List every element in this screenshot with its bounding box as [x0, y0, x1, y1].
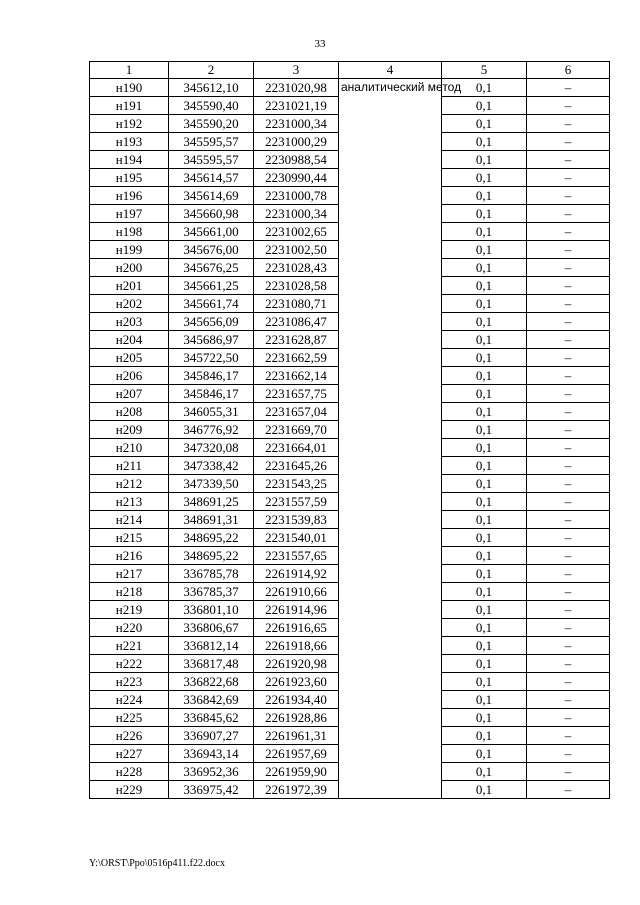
accuracy-cell: 0,1 [442, 583, 527, 601]
accuracy-cell: 0,1 [442, 745, 527, 763]
x-coordinate-cell: 345846,17 [169, 367, 254, 385]
note-cell: – [527, 547, 610, 565]
x-coordinate-cell: 345661,74 [169, 295, 254, 313]
note-cell: – [527, 385, 610, 403]
x-coordinate-cell: 345686,97 [169, 331, 254, 349]
method-cell: аналитический метод [339, 79, 442, 799]
accuracy-cell: 0,1 [442, 691, 527, 709]
y-coordinate-cell: 2231557,65 [254, 547, 339, 565]
y-coordinate-cell: 2231080,71 [254, 295, 339, 313]
accuracy-cell: 0,1 [442, 511, 527, 529]
x-coordinate-cell: 346055,31 [169, 403, 254, 421]
x-coordinate-cell: 345676,25 [169, 259, 254, 277]
point-id-cell: н206 [90, 367, 169, 385]
x-coordinate-cell: 336975,42 [169, 781, 254, 799]
point-id-cell: н201 [90, 277, 169, 295]
x-coordinate-cell: 336943,14 [169, 745, 254, 763]
note-cell: – [527, 691, 610, 709]
y-coordinate-cell: 2261914,96 [254, 601, 339, 619]
accuracy-cell: 0,1 [442, 547, 527, 565]
y-coordinate-cell: 2231002,50 [254, 241, 339, 259]
table-row [90, 79, 610, 97]
x-coordinate-cell: 345661,25 [169, 277, 254, 295]
y-coordinate-cell: 2231000,34 [254, 115, 339, 133]
point-id-cell: н195 [90, 169, 169, 187]
point-id-cell: н193 [90, 133, 169, 151]
x-coordinate-cell: 336801,10 [169, 601, 254, 619]
accuracy-cell: 0,1 [442, 493, 527, 511]
y-coordinate-cell: 2230988,54 [254, 151, 339, 169]
accuracy-cell: 0,1 [442, 763, 527, 781]
accuracy-cell: 0,1 [442, 277, 527, 295]
y-coordinate-cell: 2261928,86 [254, 709, 339, 727]
column-header: 6 [527, 62, 610, 79]
x-coordinate-cell: 345612,10 [169, 79, 254, 97]
point-id-cell: н225 [90, 709, 169, 727]
note-cell: – [527, 727, 610, 745]
y-coordinate-cell: 2231000,34 [254, 205, 339, 223]
column-header: 4 [339, 62, 442, 79]
point-id-cell: н191 [90, 97, 169, 115]
point-id-cell: н213 [90, 493, 169, 511]
y-coordinate-cell: 2231645,26 [254, 457, 339, 475]
y-coordinate-cell: 2261934,40 [254, 691, 339, 709]
x-coordinate-cell: 345595,57 [169, 133, 254, 151]
y-coordinate-cell: 2231628,87 [254, 331, 339, 349]
x-coordinate-cell: 336806,67 [169, 619, 254, 637]
point-id-cell: н217 [90, 565, 169, 583]
x-coordinate-cell: 345676,00 [169, 241, 254, 259]
point-id-cell: н220 [90, 619, 169, 637]
y-coordinate-cell: 2231539,83 [254, 511, 339, 529]
note-cell: – [527, 205, 610, 223]
footer-file-path: Y:\ORST\Ppo\0516p411.f22.docx [89, 858, 225, 869]
accuracy-cell: 0,1 [442, 403, 527, 421]
table-header-row [90, 62, 610, 79]
note-cell: – [527, 763, 610, 781]
point-id-cell: н207 [90, 385, 169, 403]
coordinates-table [89, 61, 610, 799]
accuracy-cell: 0,1 [442, 115, 527, 133]
x-coordinate-cell: 348695,22 [169, 547, 254, 565]
x-coordinate-cell: 345590,20 [169, 115, 254, 133]
note-cell: – [527, 367, 610, 385]
accuracy-cell: 0,1 [442, 529, 527, 547]
note-cell: – [527, 511, 610, 529]
y-coordinate-cell: 2231657,75 [254, 385, 339, 403]
accuracy-cell: 0,1 [442, 205, 527, 223]
accuracy-cell: 0,1 [442, 439, 527, 457]
accuracy-cell: 0,1 [442, 241, 527, 259]
y-coordinate-cell: 2261961,31 [254, 727, 339, 745]
note-cell: – [527, 475, 610, 493]
point-id-cell: н192 [90, 115, 169, 133]
note-cell: – [527, 349, 610, 367]
accuracy-cell: 0,1 [442, 223, 527, 241]
accuracy-cell: 0,1 [442, 169, 527, 187]
note-cell: – [527, 493, 610, 511]
x-coordinate-cell: 336845,62 [169, 709, 254, 727]
y-coordinate-cell: 2261959,90 [254, 763, 339, 781]
point-id-cell: н229 [90, 781, 169, 799]
y-coordinate-cell: 2261957,69 [254, 745, 339, 763]
note-cell: – [527, 421, 610, 439]
point-id-cell: н226 [90, 727, 169, 745]
point-id-cell: н205 [90, 349, 169, 367]
x-coordinate-cell: 345722,50 [169, 349, 254, 367]
x-coordinate-cell: 348695,22 [169, 529, 254, 547]
x-coordinate-cell: 347339,50 [169, 475, 254, 493]
y-coordinate-cell: 2231657,04 [254, 403, 339, 421]
point-id-cell: н208 [90, 403, 169, 421]
point-id-cell: н194 [90, 151, 169, 169]
accuracy-cell: 0,1 [442, 619, 527, 637]
note-cell: – [527, 169, 610, 187]
point-id-cell: н211 [90, 457, 169, 475]
x-coordinate-cell: 345614,69 [169, 187, 254, 205]
point-id-cell: н209 [90, 421, 169, 439]
page-number: 33 [314, 38, 326, 50]
accuracy-cell: 0,1 [442, 601, 527, 619]
note-cell: – [527, 241, 610, 259]
y-coordinate-cell: 2231028,43 [254, 259, 339, 277]
point-id-cell: н197 [90, 205, 169, 223]
y-coordinate-cell: 2231028,58 [254, 277, 339, 295]
note-cell: – [527, 259, 610, 277]
x-coordinate-cell: 336822,68 [169, 673, 254, 691]
accuracy-cell: 0,1 [442, 367, 527, 385]
note-cell: – [527, 709, 610, 727]
point-id-cell: н204 [90, 331, 169, 349]
x-coordinate-cell: 336785,78 [169, 565, 254, 583]
accuracy-cell: 0,1 [442, 151, 527, 169]
note-cell: – [527, 745, 610, 763]
y-coordinate-cell: 2261972,39 [254, 781, 339, 799]
y-coordinate-cell: 2261910,66 [254, 583, 339, 601]
y-coordinate-cell: 2261923,60 [254, 673, 339, 691]
note-cell: – [527, 115, 610, 133]
y-coordinate-cell: 2231662,14 [254, 367, 339, 385]
accuracy-cell: 0,1 [442, 673, 527, 691]
y-coordinate-cell: 2231664,01 [254, 439, 339, 457]
point-id-cell: н199 [90, 241, 169, 259]
note-cell: – [527, 583, 610, 601]
y-coordinate-cell: 2261916,65 [254, 619, 339, 637]
point-id-cell: н215 [90, 529, 169, 547]
point-id-cell: н203 [90, 313, 169, 331]
y-coordinate-cell: 2231540,01 [254, 529, 339, 547]
x-coordinate-cell: 336812,14 [169, 637, 254, 655]
note-cell: – [527, 331, 610, 349]
x-coordinate-cell: 345656,09 [169, 313, 254, 331]
x-coordinate-cell: 345614,57 [169, 169, 254, 187]
column-header: 1 [90, 62, 169, 79]
accuracy-cell: 0,1 [442, 781, 527, 799]
note-cell: – [527, 133, 610, 151]
note-cell: – [527, 403, 610, 421]
accuracy-cell: 0,1 [442, 313, 527, 331]
column-header: 5 [442, 62, 527, 79]
column-header: 2 [169, 62, 254, 79]
accuracy-cell: 0,1 [442, 385, 527, 403]
x-coordinate-cell: 348691,25 [169, 493, 254, 511]
accuracy-cell: 0,1 [442, 475, 527, 493]
note-cell: – [527, 79, 610, 97]
note-cell: – [527, 673, 610, 691]
x-coordinate-cell: 345846,17 [169, 385, 254, 403]
x-coordinate-cell: 345590,40 [169, 97, 254, 115]
note-cell: – [527, 529, 610, 547]
note-cell: – [527, 457, 610, 475]
x-coordinate-cell: 336817,48 [169, 655, 254, 673]
column-header: 3 [254, 62, 339, 79]
note-cell: – [527, 277, 610, 295]
point-id-cell: н223 [90, 673, 169, 691]
x-coordinate-cell: 345661,00 [169, 223, 254, 241]
accuracy-cell: 0,1 [442, 187, 527, 205]
y-coordinate-cell: 2231662,59 [254, 349, 339, 367]
point-id-cell: н210 [90, 439, 169, 457]
note-cell: – [527, 637, 610, 655]
y-coordinate-cell: 2231557,59 [254, 493, 339, 511]
y-coordinate-cell: 2231000,78 [254, 187, 339, 205]
note-cell: – [527, 295, 610, 313]
y-coordinate-cell: 2231086,47 [254, 313, 339, 331]
y-coordinate-cell: 2231543,25 [254, 475, 339, 493]
point-id-cell: н212 [90, 475, 169, 493]
note-cell: – [527, 619, 610, 637]
x-coordinate-cell: 336842,69 [169, 691, 254, 709]
point-id-cell: н221 [90, 637, 169, 655]
accuracy-cell: 0,1 [442, 259, 527, 277]
y-coordinate-cell: 2231021,19 [254, 97, 339, 115]
note-cell: – [527, 781, 610, 799]
point-id-cell: н228 [90, 763, 169, 781]
accuracy-cell: 0,1 [442, 655, 527, 673]
accuracy-cell: 0,1 [442, 295, 527, 313]
note-cell: – [527, 187, 610, 205]
point-id-cell: н216 [90, 547, 169, 565]
accuracy-cell: 0,1 [442, 97, 527, 115]
y-coordinate-cell: 2261920,98 [254, 655, 339, 673]
y-coordinate-cell: 2231000,29 [254, 133, 339, 151]
accuracy-cell: 0,1 [442, 133, 527, 151]
x-coordinate-cell: 347320,08 [169, 439, 254, 457]
point-id-cell: н196 [90, 187, 169, 205]
x-coordinate-cell: 347338,42 [169, 457, 254, 475]
note-cell: – [527, 223, 610, 241]
note-cell: – [527, 601, 610, 619]
note-cell: – [527, 97, 610, 115]
note-cell: – [527, 313, 610, 331]
x-coordinate-cell: 346776,92 [169, 421, 254, 439]
accuracy-cell: 0,1 [442, 457, 527, 475]
note-cell: – [527, 151, 610, 169]
accuracy-cell: 0,1 [442, 727, 527, 745]
accuracy-cell: 0,1 [442, 565, 527, 583]
y-coordinate-cell: 2231002,65 [254, 223, 339, 241]
accuracy-cell: 0,1 [442, 79, 527, 97]
x-coordinate-cell: 336785,37 [169, 583, 254, 601]
y-coordinate-cell: 2231020,98 [254, 79, 339, 97]
y-coordinate-cell: 2261918,66 [254, 637, 339, 655]
point-id-cell: н214 [90, 511, 169, 529]
point-id-cell: н227 [90, 745, 169, 763]
point-id-cell: н190 [90, 79, 169, 97]
note-cell: – [527, 655, 610, 673]
accuracy-cell: 0,1 [442, 349, 527, 367]
point-id-cell: н202 [90, 295, 169, 313]
y-coordinate-cell: 2231669,70 [254, 421, 339, 439]
x-coordinate-cell: 345660,98 [169, 205, 254, 223]
table-body [90, 79, 610, 799]
point-id-cell: н200 [90, 259, 169, 277]
x-coordinate-cell: 336952,36 [169, 763, 254, 781]
note-cell: – [527, 439, 610, 457]
x-coordinate-cell: 336907,27 [169, 727, 254, 745]
x-coordinate-cell: 348691,31 [169, 511, 254, 529]
note-cell: – [527, 565, 610, 583]
accuracy-cell: 0,1 [442, 421, 527, 439]
x-coordinate-cell: 345595,57 [169, 151, 254, 169]
point-id-cell: н224 [90, 691, 169, 709]
point-id-cell: н218 [90, 583, 169, 601]
point-id-cell: н222 [90, 655, 169, 673]
y-coordinate-cell: 2230990,44 [254, 169, 339, 187]
accuracy-cell: 0,1 [442, 331, 527, 349]
point-id-cell: н219 [90, 601, 169, 619]
y-coordinate-cell: 2261914,92 [254, 565, 339, 583]
accuracy-cell: 0,1 [442, 709, 527, 727]
point-id-cell: н198 [90, 223, 169, 241]
accuracy-cell: 0,1 [442, 637, 527, 655]
